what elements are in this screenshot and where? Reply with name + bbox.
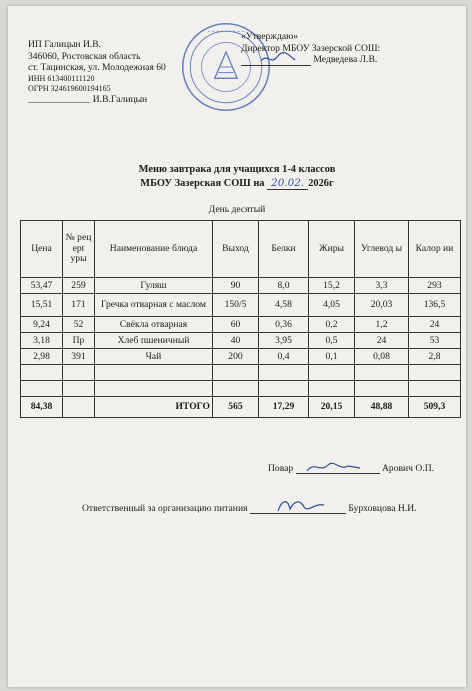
cell-calories: 24	[409, 317, 461, 333]
col-header-recipe: № рец ept уры	[63, 221, 95, 278]
col-header-carbs: Углевод ы	[355, 221, 409, 278]
col-header-portion: Выход	[213, 221, 259, 278]
cook-label: Повар	[268, 463, 294, 474]
menu-table	[20, 220, 461, 418]
cell-portion: 40	[213, 333, 259, 349]
table-row-empty	[21, 381, 461, 397]
cell-fat: 4,05	[309, 294, 355, 317]
cell-protein: 8,0	[259, 278, 309, 294]
approval-word: «Утверждаю»	[241, 31, 299, 42]
table-row	[21, 317, 461, 333]
cook-name: Арович О.П.	[382, 463, 435, 474]
total-label: ИТОГО	[95, 397, 213, 418]
cell-fat: 15,2	[309, 278, 355, 294]
total-protein: 17,29	[259, 397, 309, 418]
day-label: День десятый	[208, 204, 266, 215]
cell-calories: 136,5	[409, 294, 461, 317]
cell-dish: Хлеб пшеничный	[95, 333, 213, 349]
cell-dish: Гуляш	[95, 278, 213, 294]
cell-calories: 293	[409, 278, 461, 294]
cook-signature	[296, 462, 380, 474]
menu-year: 2026г	[308, 177, 334, 189]
cell-recipe: Пр	[63, 333, 95, 349]
table-row	[21, 333, 461, 349]
approval-block	[241, 31, 461, 66]
total-portion: 565	[213, 397, 259, 418]
director-name: Медведева Л.В.	[313, 54, 378, 66]
cell-portion: 60	[213, 317, 259, 333]
col-header-protein: Белки	[259, 221, 309, 278]
menu-title	[8, 164, 466, 190]
total-price: 84,38	[21, 397, 63, 418]
cell-protein: 4,58	[259, 294, 309, 317]
menu-title-line2	[8, 177, 466, 191]
col-header-fat: Жиры	[309, 221, 355, 278]
cell-price: 3,18	[21, 333, 63, 349]
cell-price: 2,98	[21, 349, 63, 365]
director-signature	[241, 55, 311, 66]
cell-protein: 0,36	[259, 317, 309, 333]
supplier-signature-line: _____________ И.В.Галицын	[28, 93, 148, 105]
menu-title-line1: Меню завтрака для учащихся 1-4 классов	[138, 164, 336, 175]
supplier-ogrn: ОГРН 324619600194165	[28, 83, 111, 93]
cell-portion: 200	[213, 349, 259, 365]
responsible-name: Бурховцова Н.И.	[348, 503, 417, 514]
table-row	[21, 278, 461, 294]
supplier-name: ИП Галицын И.В.	[28, 39, 102, 50]
school-name: МБОУ Зазерская СОШ на	[140, 177, 265, 189]
responsible-signature-row	[82, 502, 417, 514]
responsible-signature-scribble	[274, 497, 334, 515]
cell-recipe: 52	[63, 317, 95, 333]
cell-carbs: 24	[355, 333, 409, 349]
cell-dish: Гречка отварная с маслом	[95, 294, 213, 317]
document-page	[8, 6, 466, 687]
cell-protein: 0,4	[259, 349, 309, 365]
cell-price: 9,24	[21, 317, 63, 333]
cell-carbs: 20,03	[355, 294, 409, 317]
supplier-inn: ИНН 613400111120	[28, 73, 95, 83]
col-header-calories: Калор ии	[409, 221, 461, 278]
cell-recipe: 171	[63, 294, 95, 317]
svg-text:• • • • • • • • •: • • • • • • • • •	[207, 30, 245, 36]
cell-fat: 0,1	[309, 349, 355, 365]
responsible-signature	[250, 502, 346, 514]
total-carbs: 48,88	[355, 397, 409, 418]
supplier-region: 346060, Ростовская область	[28, 50, 141, 62]
cell-carbs: 0,08	[355, 349, 409, 365]
cell-price: 15,51	[21, 294, 63, 317]
table-row	[21, 294, 461, 317]
cell-calories: 53	[409, 333, 461, 349]
cell-dish: Чай	[95, 349, 213, 365]
menu-date: 20.02.	[267, 177, 308, 190]
cell-portion: 150/5	[213, 294, 259, 317]
responsible-label: Ответственный за организацию питания	[82, 503, 248, 514]
supplier-address: ст. Тацинская, ул. Молодежная 60	[28, 62, 166, 74]
table-header-row	[21, 221, 461, 278]
total-recipe	[63, 397, 95, 418]
cell-fat: 0,5	[309, 333, 355, 349]
total-fat: 20,15	[309, 397, 355, 418]
table-row-empty	[21, 365, 461, 381]
cook-signature-row	[268, 462, 434, 474]
cell-portion: 90	[213, 278, 259, 294]
cell-calories: 2,8	[409, 349, 461, 365]
cell-recipe: 259	[63, 278, 95, 294]
col-header-dish: Наименование блюда	[95, 221, 213, 278]
col-header-price: Цена	[21, 221, 63, 278]
cell-price: 53,47	[21, 278, 63, 294]
total-calories: 509,3	[409, 397, 461, 418]
table-row	[21, 349, 461, 365]
cell-dish: Свёкла отварная	[95, 317, 213, 333]
cook-signature-scribble	[304, 459, 364, 475]
cell-carbs: 1,2	[355, 317, 409, 333]
cell-protein: 3,95	[259, 333, 309, 349]
approval-position: Директор МБОУ Зазерской СОШ:	[241, 42, 381, 54]
cell-fat: 0,2	[309, 317, 355, 333]
director-signature-scribble	[259, 51, 299, 65]
cell-carbs: 3,3	[355, 278, 409, 294]
cell-recipe: 391	[63, 349, 95, 365]
table-total-row	[21, 397, 461, 418]
approval-signature-row	[241, 54, 461, 66]
